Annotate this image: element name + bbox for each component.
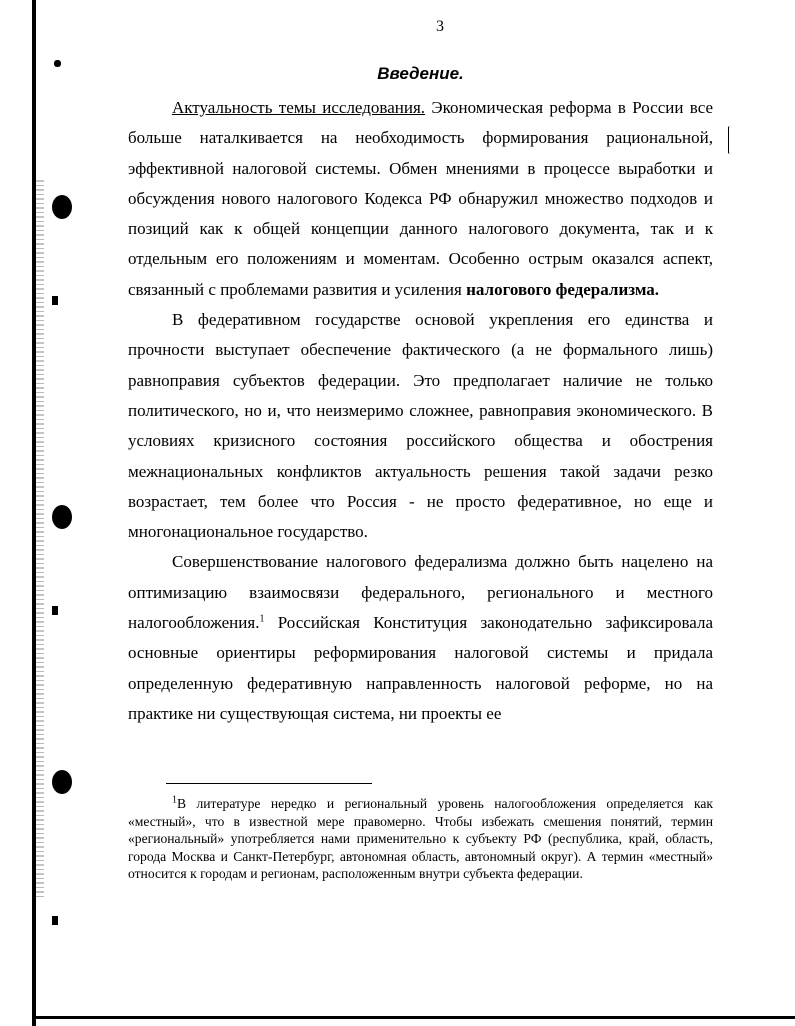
scan-bottom-edge: [32, 1016, 795, 1019]
footnote-reference[interactable]: 1: [259, 613, 265, 625]
section-heading: Введение.: [377, 64, 464, 83]
punch-hole: [52, 195, 72, 219]
scan-speck: [52, 916, 58, 925]
paragraph-2: В федеративном государстве основой укрепления его единства и прочности выступает обеспечение фактического (а не формального лишь) равноправия субъектов федерации. Это предполагает наличие не только политического, но и, что неизмеримо сложнее, равноправия экономического. В условиях кризисного состояния российского общества и обострения межнациональных конфликтов актуальность решения такой задачи резко возрастает, тем более что Россия - не просто федеративное, но еще и многонациональное государство.: [128, 310, 713, 542]
footnote-separator: [166, 783, 372, 784]
scan-speck: [52, 296, 58, 305]
footnote-marker: 1: [172, 794, 177, 806]
paragraph-3-text-a: Совершенствование налогового федерализма должно быть нацелено на оптимизацию взаимосвязи федерального, регионального и местного налогообложения.: [128, 552, 713, 633]
paragraph-1: [128, 93, 713, 305]
footnote-paragraph: [128, 795, 713, 883]
footnote-text: В литературе нередко и региональный уровень налогообложения определяется как «местный», что в известной мере правомерно. Чтобы избежать смешения понятий, термин «региональный» употребляется нами применительно к субъекту РФ (республика, край, область, города Москва и Санкт-Петербург, автономная область, автономный округ). А термин «местный» относится к городам и регионам, расположенным внутри субъекта федерации.: [128, 796, 713, 882]
scan-speck: [52, 606, 58, 615]
topic-relevance-lead: Актуальность темы исследования.: [172, 98, 426, 117]
punch-hole: [52, 505, 72, 529]
footnote: [128, 795, 713, 883]
scan-binding-noise: [36, 180, 44, 900]
scan-speck: [54, 60, 61, 67]
tax-federalism-term: налогового федерализма.: [466, 279, 660, 299]
paragraph-3-text-b: Российская Конституция законодательно зафиксировала основные ориентиры реформирования налоговой системы и придала определенную федеративную направленность налоговой реформе, но на практике ни существующая система, ни проекты ее: [128, 613, 713, 723]
page-number: 3: [436, 18, 444, 35]
paragraph-3: [128, 547, 713, 729]
paragraph-1-text: Экономическая реформа в России все больше наталкивается на необходимость формирования рациональной, эффективной налоговой системы. Обмен мнениями в процессе выработки и обсуждения нового налогового Кодекса РФ обнаружил множество подходов и позиций как к общей концепции данного налогового документа, так и к отдельным его положениям и моментам. Особенно острым оказался аспект, связанный с проблемами развития и усиления: [128, 98, 713, 299]
punch-hole: [52, 770, 72, 794]
margin-mark: [728, 126, 732, 154]
body-text: [128, 93, 713, 729]
